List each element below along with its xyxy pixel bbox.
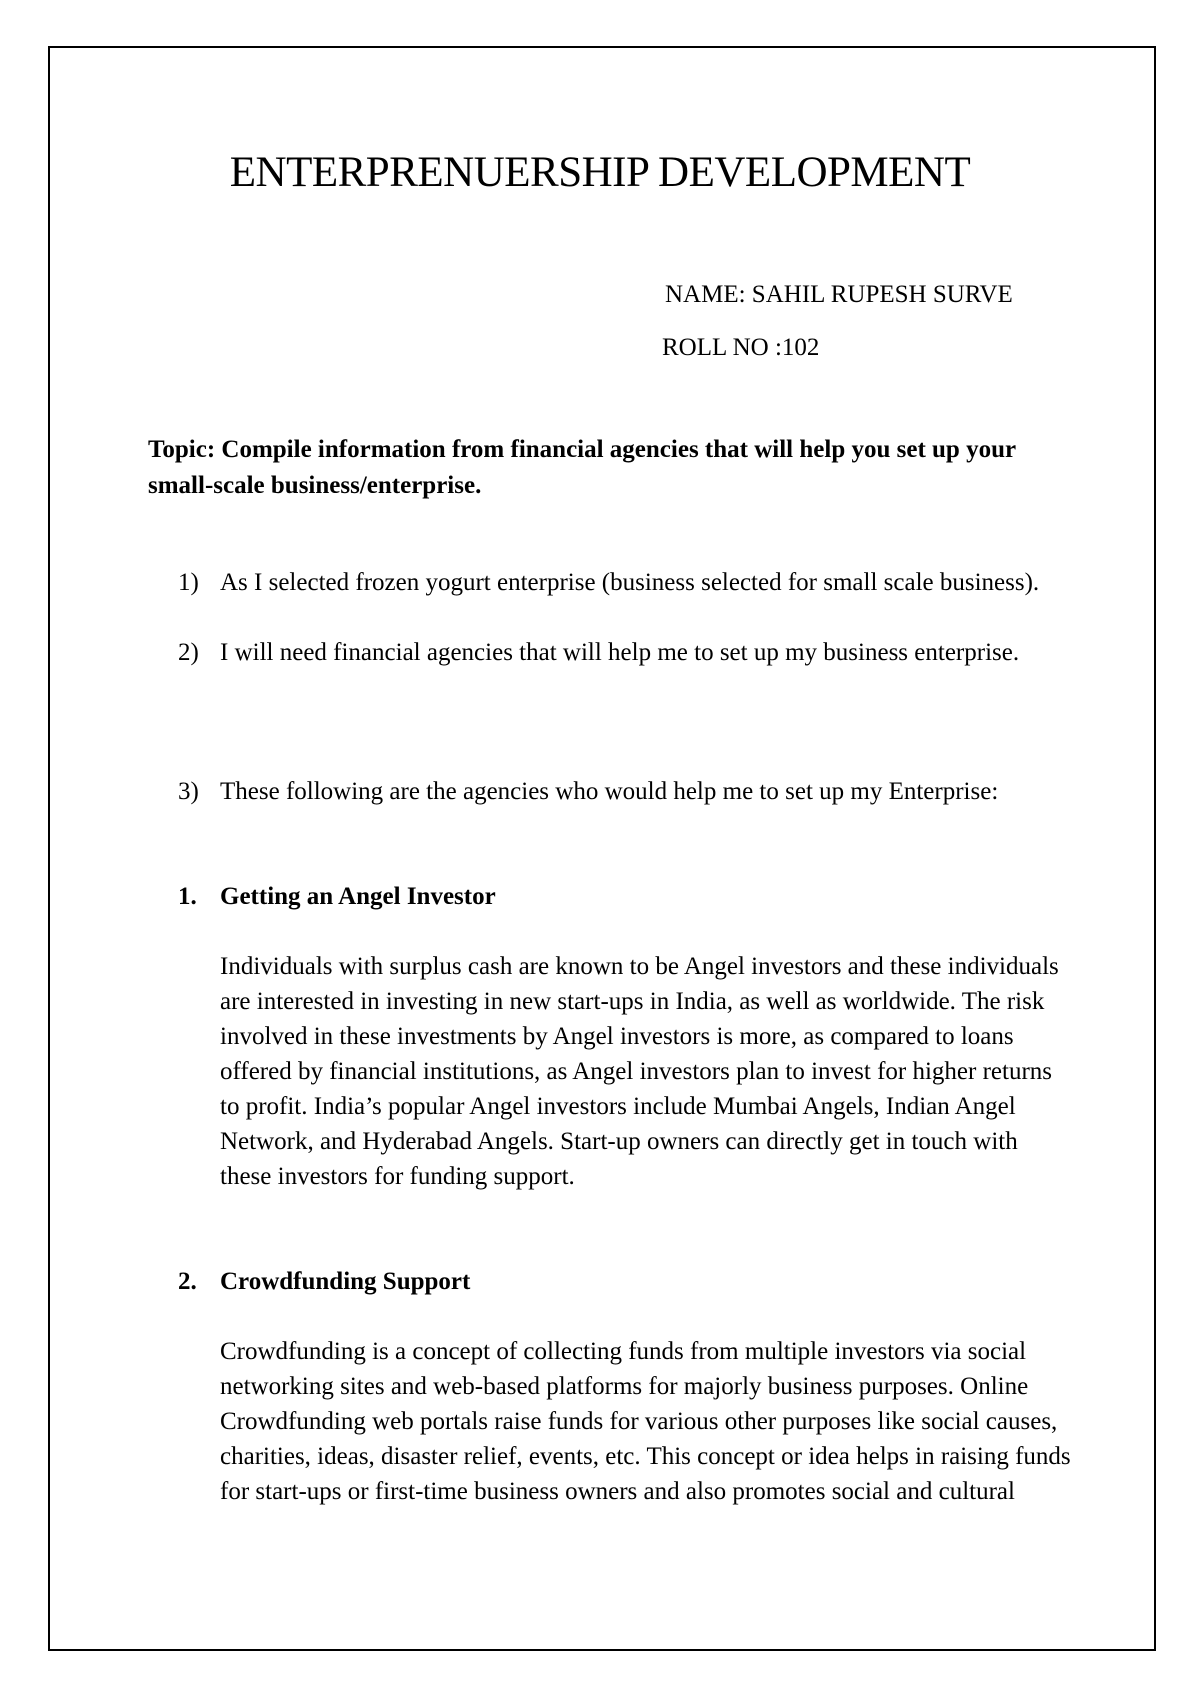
point-1 (148, 565, 1068, 600)
point-2 (148, 635, 1068, 670)
agency-heading-text: Getting an Angel Investor (220, 883, 496, 910)
agency-body-crowdfunding: Crowdfunding is a concept of collecting funds from multiple investors via social networking sites and web-based platforms for majorly business purposes. Online Crowdfunding web portals raise funds for various other purposes like social causes, charities, ideas, disaster relief, events, etc. This concept or idea helps in raising funds for start-ups or first-time business owners and also promotes social and cultural (220, 1338, 1071, 1505)
point-number: 1) (178, 569, 199, 596)
roll-number: ROLL NO :102 (662, 334, 820, 361)
agency-heading-text: Crowdfunding Support (220, 1268, 471, 1295)
agency-number: 1. (178, 883, 197, 910)
agency-body-angel-investor: Individuals with surplus cash are known to be Angel investors and these individuals are interested in investing in new start-ups in India, as well as worldwide. The risk involved in these investments by Angel investors is more, as compared to loans offered by financial institutions, as Angel investors plan to invest for higher returns to profit. India’s popular Angel investors include Mumbai Angels, Indian Angel Network, and Hyderabad Angels. Start-up owners can directly get in touch with these investors for funding support. (220, 953, 1059, 1190)
point-3 (148, 774, 1068, 809)
student-name: NAME: SAHIL RUPESH SURVE (665, 281, 1013, 308)
topic-heading: Topic: Compile information from financial agencies that will help you set up your small-scale business/enterprise. (148, 436, 1016, 499)
agency-number: 2. (178, 1268, 197, 1295)
point-text: I will need financial agencies that will help me to set up my business enterprise. (220, 639, 1020, 666)
point-text: As I selected frozen yogurt enterprise (business selected for small scale business). (220, 569, 1040, 596)
agency-heading-crowdfunding (148, 1264, 1068, 1299)
point-number: 2) (178, 639, 199, 666)
point-number: 3) (178, 778, 199, 805)
point-text: These following are the agencies who would help me to set up my Enterprise: (220, 778, 999, 805)
agency-heading-angel-investor (148, 879, 1068, 914)
document-title: ENTERPRENUERSHIP DEVELOPMENT (229, 149, 971, 196)
